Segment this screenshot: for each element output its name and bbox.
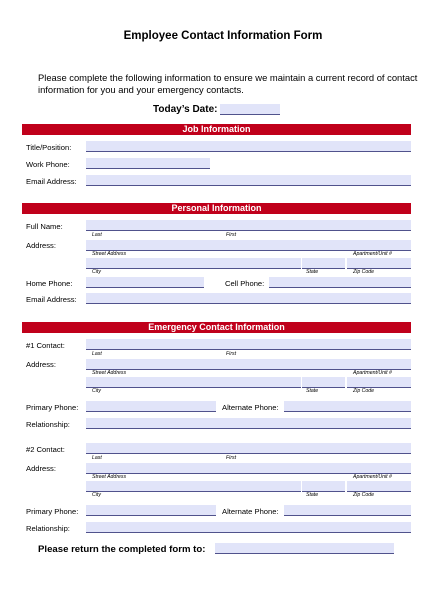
work-phone-label: Work Phone:: [26, 160, 70, 169]
contact2-state-field[interactable]: [302, 481, 345, 492]
contact2-street-caption: Street Address: [92, 474, 127, 480]
return-to-label: Please return the completed form to:: [38, 544, 206, 555]
return-to-field[interactable]: [215, 543, 394, 554]
contact1-last-caption: Last: [92, 351, 102, 357]
full-name-field[interactable]: [86, 220, 411, 231]
contact2-city-caption: City: [92, 492, 101, 498]
contact2-zip-caption: Zip Code: [353, 492, 375, 498]
work-phone-field[interactable]: [86, 158, 210, 169]
personal-email-label: Email Address:: [26, 295, 77, 304]
contact2-label: #2 Contact:: [26, 445, 65, 454]
cell-phone-field[interactable]: [269, 277, 411, 288]
contact1-relationship-field[interactable]: [86, 418, 411, 429]
contact2-relationship-field[interactable]: [86, 522, 411, 533]
form-intro: Please complete the following information to ensure we maintain a current record of contact information for you and your emergency contacts.: [38, 72, 418, 95]
contact2-state-caption: State: [306, 492, 319, 498]
contact1-relationship-label: Relationship:: [26, 420, 70, 429]
contact1-address-label: Address:: [26, 360, 56, 369]
contact1-primary-phone-field[interactable]: [86, 401, 216, 412]
zip-field[interactable]: [347, 258, 411, 269]
contact1-name-field[interactable]: [86, 339, 411, 350]
personal-information-header: Personal Information: [22, 203, 411, 214]
contact2-alternate-phone-label: Alternate Phone:: [222, 507, 279, 516]
title-position-field[interactable]: [86, 141, 411, 152]
contact2-relationship-label: Relationship:: [26, 524, 70, 533]
contact2-address-label: Address:: [26, 464, 56, 473]
contact1-state-field[interactable]: [302, 377, 345, 388]
contact2-alternate-phone-field[interactable]: [284, 505, 411, 516]
contact1-first-caption: First: [226, 351, 237, 357]
first-name-caption: First: [226, 232, 237, 238]
contact2-primary-phone-label: Primary Phone:: [26, 507, 79, 516]
contact2-first-caption: First: [226, 455, 237, 461]
todays-date-label: Today’s Date:: [153, 104, 218, 115]
state-caption: State: [306, 269, 319, 275]
contact2-zip-field[interactable]: [347, 481, 411, 492]
contact1-label: #1 Contact:: [26, 341, 65, 350]
street-address-field[interactable]: [86, 240, 411, 251]
emergency-contact-header: Emergency Contact Information: [22, 322, 411, 333]
contact1-city-caption: City: [92, 388, 101, 394]
last-name-caption: Last: [92, 232, 102, 238]
form-title: Employee Contact Information Form: [123, 30, 323, 42]
cell-phone-label: Cell Phone:: [225, 279, 265, 288]
contact2-city-field[interactable]: [86, 481, 301, 492]
todays-date-field[interactable]: [220, 104, 280, 115]
contact2-primary-phone-field[interactable]: [86, 505, 216, 516]
contact1-state-caption: State: [306, 388, 319, 394]
contact2-street-field[interactable]: [86, 463, 411, 474]
full-name-label: Full Name:: [26, 222, 63, 231]
job-information-header: Job Information: [22, 124, 411, 135]
home-phone-field[interactable]: [86, 277, 204, 288]
contact2-name-field[interactable]: [86, 443, 411, 454]
contact2-last-caption: Last: [92, 455, 102, 461]
address-label: Address:: [26, 241, 56, 250]
city-field[interactable]: [86, 258, 301, 269]
contact1-street-caption: Street Address: [92, 370, 127, 376]
contact1-zip-caption: Zip Code: [353, 388, 375, 394]
home-phone-label: Home Phone:: [26, 279, 73, 288]
contact1-primary-phone-label: Primary Phone:: [26, 403, 79, 412]
zip-caption: Zip Code: [353, 269, 375, 275]
contact1-zip-field[interactable]: [347, 377, 411, 388]
contact1-alternate-phone-field[interactable]: [284, 401, 411, 412]
street-address-caption: Street Address: [92, 251, 127, 257]
contact1-alternate-phone-label: Alternate Phone:: [222, 403, 279, 412]
city-caption: City: [92, 269, 101, 275]
title-position-label: Title/Position:: [26, 143, 72, 152]
contact1-apartment-caption: Apartment/Unit #: [353, 370, 392, 376]
apartment-caption: Apartment/Unit #: [353, 251, 392, 257]
job-email-field[interactable]: [86, 175, 411, 186]
contact1-city-field[interactable]: [86, 377, 301, 388]
state-field[interactable]: [302, 258, 345, 269]
job-email-label: Email Address:: [26, 177, 77, 186]
contact1-street-field[interactable]: [86, 359, 411, 370]
contact2-apartment-caption: Apartment/Unit #: [353, 474, 392, 480]
personal-email-field[interactable]: [86, 293, 411, 304]
